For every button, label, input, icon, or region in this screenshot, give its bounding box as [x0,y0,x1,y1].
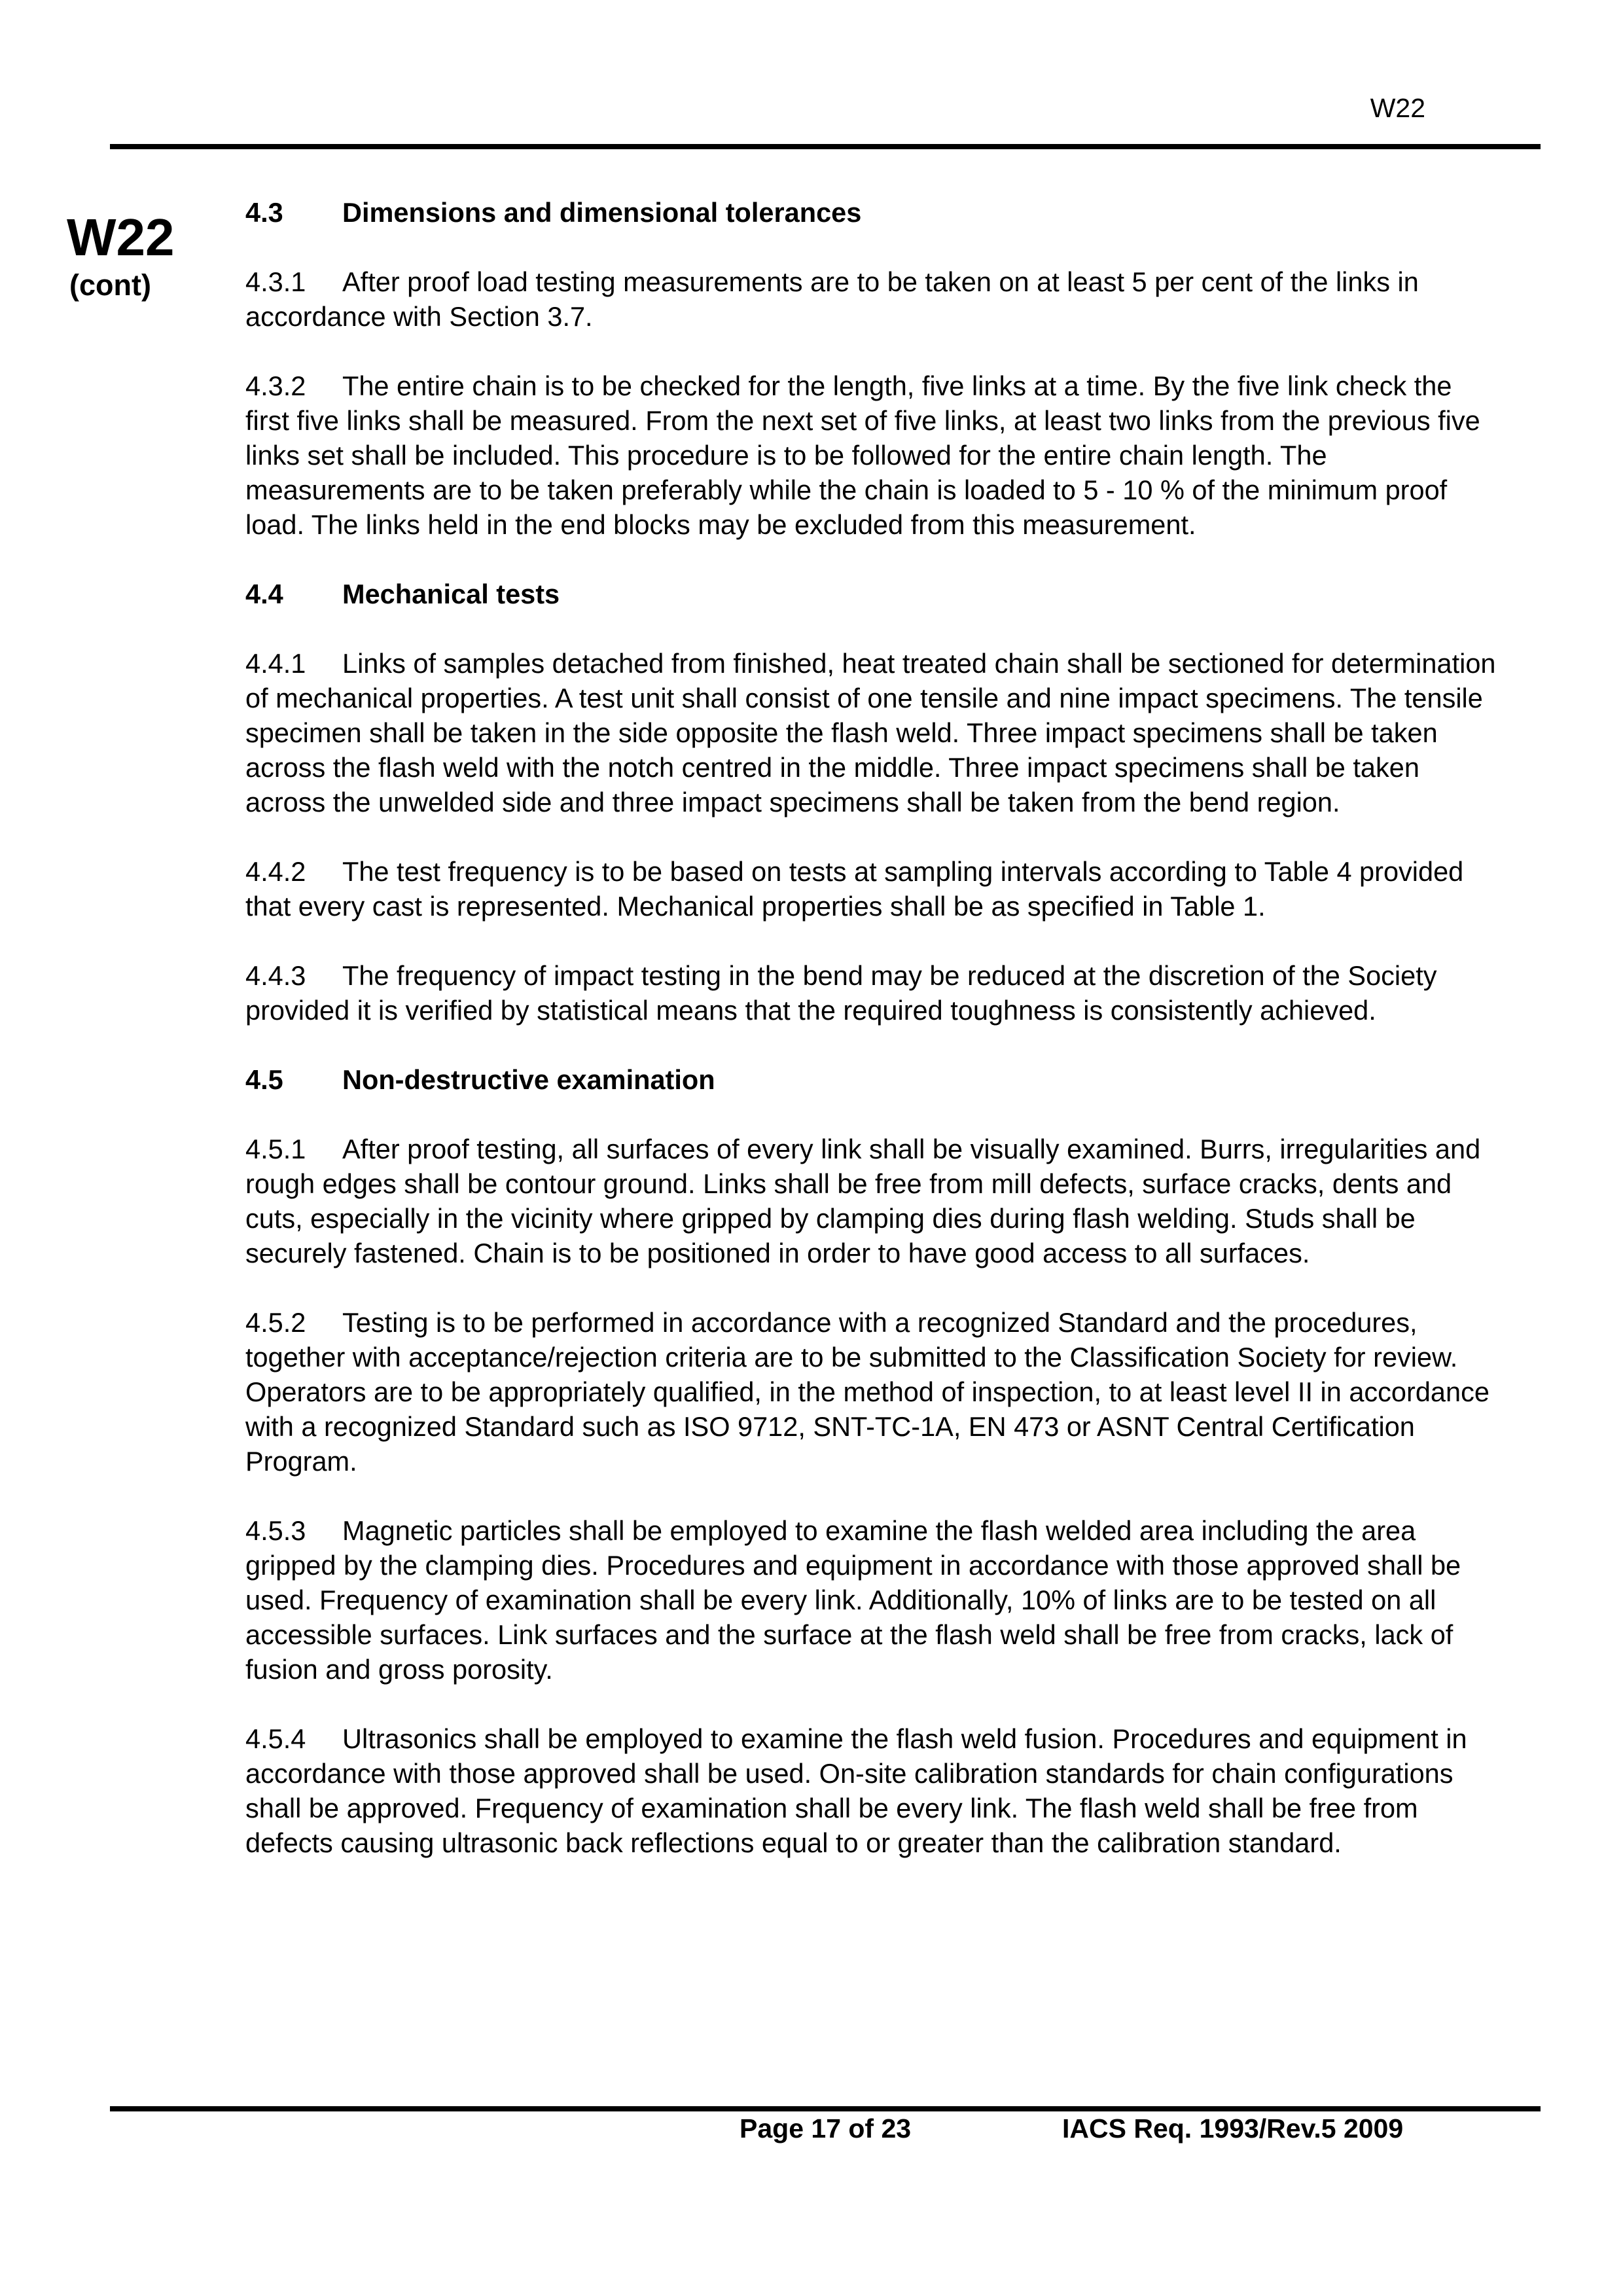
paragraph-4-5-4 [245,1721,1502,1860]
paragraph-4-5-1 [245,1132,1502,1270]
paragraph-number: 4.4.2 [245,856,306,887]
paragraph-4-5-2 [245,1305,1502,1479]
paragraph-text: After proof testing, all surfaces of every link shall be visually examined. Burrs, irregularities and rough edges shall be contour ground. Links shall be free from mill defects, surface cracks, dents and cuts, especially in the vicinity where gripped by clamping dies during flash welding. Studs shall be securely fastened. Chain is to be positioned in order to have good access to all surfaces. [245,1134,1481,1268]
section-number: 4.3 [245,197,283,228]
section-title: Mechanical tests [342,579,560,609]
paragraph-text: The entire chain is to be checked for the length, five links at a time. By the five link check the first five links shall be measured. From the next set of five links, at least two links from the previous five links set shall be included. This procedure is to be followed for the entire chain length. The measurements are to be taken preferably while the chain is loaded to 5 - 10 % of the minimum proof load. The links held in the end blocks may be excluded from this measurement. [245,370,1480,540]
paragraph-number: 4.5.2 [245,1307,306,1338]
paragraph-text: Testing is to be performed in accordance with a recognized Standard and the procedures, together with acceptance/rejection criteria are to be submitted to the Classification Society for review. Operators are to be appropriately qualified, in the method of inspection, to at least level II in accordance with a recognized Standard such as ISO 9712, SNT-TC-1A, EN 473 or ASNT Central Certification Program. [245,1307,1489,1477]
paragraph-text: Links of samples detached from finished, heat treated chain shall be sectioned for determination of mechanical properties. A test unit shall consist of one tensile and nine impact specimens. The tensile specimen shall be taken in the side opposite the flash weld. Three impact specimens shall be taken across the flash weld with the notch centred in the middle. Three impact specimens shall be taken across the unwelded side and three impact specimens shall be taken from the bend region. [245,648,1496,817]
section-title: Dimensions and dimensional tolerances [342,197,862,228]
main-content [245,195,1502,1895]
header-code: W22 [1370,93,1425,123]
paragraph-4-3-1 [245,264,1502,334]
footer-reference: IACS Req. 1993/Rev.5 2009 [1062,2113,1404,2144]
footer-page-number: Page 17 of 23 [740,2113,912,2144]
sidebar-cont: (cont) [69,268,151,302]
paragraph-number: 4.5.3 [245,1515,306,1546]
paragraph-number: 4.3.2 [245,370,306,401]
section-number: 4.5 [245,1064,283,1095]
paragraph-number: 4.4.1 [245,648,306,679]
paragraph-number: 4.4.3 [245,960,306,991]
paragraph-text: Ultrasonics shall be employed to examine the flash weld fusion. Procedures and equipment in accordance with those approved shall be used. On-site calibration standards for chain configurations shall be approved. Frequency of examination shall be every link. The flash weld shall be free from defects causing ultrasonic back reflections equal to or greater than the calibration standard. [245,1723,1467,1858]
sidebar-code: W22 [67,208,175,266]
footer-rule [110,2106,1541,2111]
section-heading-4-5 [245,1062,1502,1097]
section-title: Non-destructive examination [342,1064,715,1095]
header-rule [110,144,1541,149]
section-heading-4-4 [245,577,1502,611]
paragraph-number: 4.5.1 [245,1134,306,1164]
paragraph-4-4-3 [245,958,1502,1028]
paragraph-number: 4.5.4 [245,1723,306,1754]
paragraph-text: Magnetic particles shall be employed to examine the flash welded area including the area gripped by the clamping dies. Procedures and equipment in accordance with those approved shall be used. Frequency of examination shall be every link. Additionally, 10% of links are to be tested on all accessible surfaces. Link surfaces and the surface at the flash weld shall be free from cracks, lack of fusion and gross porosity. [245,1515,1461,1685]
paragraph-number: 4.3.1 [245,266,306,297]
paragraph-4-3-2 [245,368,1502,542]
section-number: 4.4 [245,579,283,609]
paragraph-text: The frequency of impact testing in the bend may be reduced at the discretion of the Society provided it is verified by statistical means that the required toughness is consistently achieved. [245,960,1437,1026]
section-heading-4-3 [245,195,1502,230]
paragraph-4-4-2 [245,854,1502,924]
paragraph-4-5-3 [245,1513,1502,1687]
paragraph-text: The test frequency is to be based on tests at sampling intervals according to Table 4 provided that every cast is represented. Mechanical properties shall be as specified in Table 1. [245,856,1464,922]
paragraph-4-4-1 [245,646,1502,819]
paragraph-text: After proof load testing measurements are to be taken on at least 5 per cent of the links in accordance with Section 3.7. [245,266,1419,332]
